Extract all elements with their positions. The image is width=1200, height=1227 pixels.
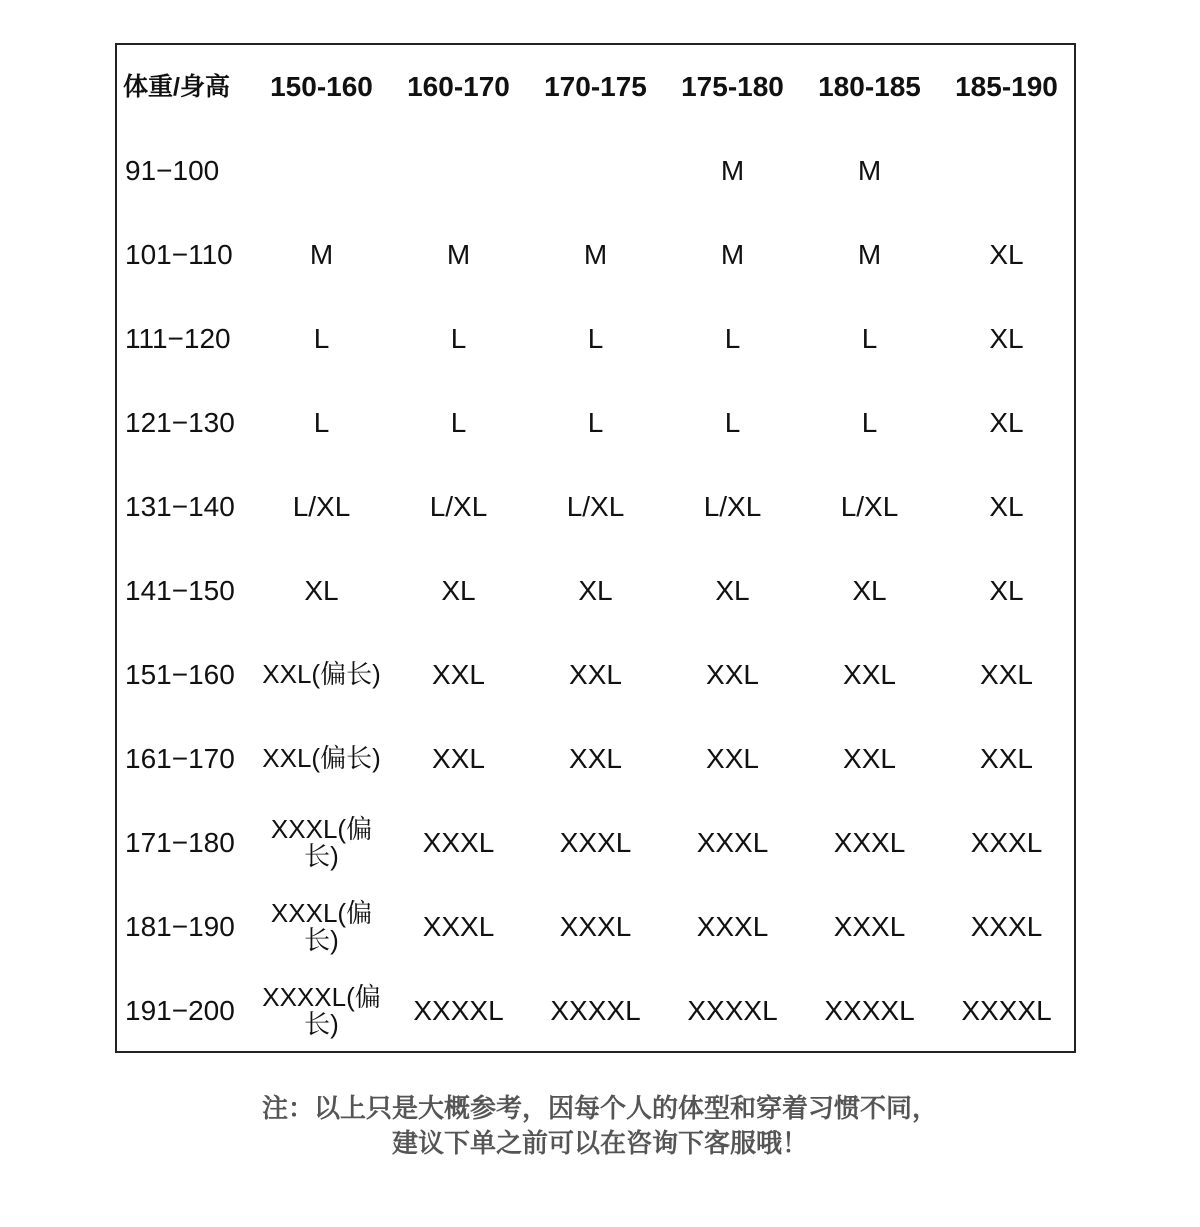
- table-row: [117, 717, 1074, 801]
- weight-range-cell: 121−130: [125, 407, 235, 438]
- weight-range-cell: 171−180: [125, 827, 235, 858]
- size-cell: M: [446, 239, 471, 270]
- header-height-col: 160-170: [407, 71, 510, 102]
- size-chart-table: [115, 43, 1076, 1053]
- size-cell: XXXXL: [687, 995, 778, 1026]
- size-cell: M: [583, 239, 608, 270]
- size-cell: L/XL: [840, 491, 899, 522]
- size-cell: L: [313, 407, 330, 438]
- size-cell: XXL: [569, 659, 622, 690]
- size-cell: XXL: [843, 743, 896, 774]
- size-cell: XL: [989, 491, 1024, 522]
- size-cell: XXXXL(偏长): [262, 981, 381, 1039]
- size-cell: XXXL(偏长): [270, 813, 373, 871]
- size-cell: L/XL: [292, 491, 351, 522]
- weight-range-cell: 131−140: [125, 491, 235, 522]
- size-cell: XXXXL: [550, 995, 641, 1026]
- size-cell: XXL: [432, 743, 485, 774]
- weight-range-cell: 111−120: [125, 323, 231, 354]
- size-cell: L: [724, 323, 741, 354]
- size-cell: XL: [989, 239, 1024, 270]
- size-cell: L: [587, 323, 604, 354]
- table-row: [117, 213, 1074, 297]
- size-cell: XXL: [569, 743, 622, 774]
- size-cell: L: [861, 407, 878, 438]
- size-cell: XXXXL: [961, 995, 1052, 1026]
- size-cell: XXXL: [559, 911, 632, 942]
- table-row: [117, 801, 1074, 885]
- size-cell: XL: [852, 575, 887, 606]
- size-cell: [527, 129, 664, 213]
- size-cell: L/XL: [703, 491, 762, 522]
- size-cell: XXXL(偏长): [270, 897, 373, 955]
- size-cell: XXL(偏长): [262, 743, 381, 774]
- header-label: 体重/身高: [123, 72, 230, 101]
- table-row: [117, 633, 1074, 717]
- size-cell: L: [587, 407, 604, 438]
- note-line-1: 注：以上只是大概参考，因每个人的体型和穿着习惯不同，: [261, 1094, 938, 1124]
- size-cell: XXL: [843, 659, 896, 690]
- weight-range-cell: 161−170: [125, 743, 235, 774]
- size-cell: M: [720, 239, 745, 270]
- weight-range-cell: 141−150: [125, 575, 235, 606]
- table-row: [117, 381, 1074, 465]
- size-cell: XXXL: [970, 827, 1043, 858]
- size-cell: XXL: [706, 743, 759, 774]
- size-cell: XXXXL: [824, 995, 915, 1026]
- size-cell: XXL(偏长): [262, 659, 381, 690]
- size-cell: L: [450, 407, 467, 438]
- header-height-col: 150-160: [270, 71, 373, 102]
- size-cell: XXL: [432, 659, 485, 690]
- size-cell: L: [724, 407, 741, 438]
- size-cell: L: [450, 323, 467, 354]
- size-cell: XXXL: [833, 911, 906, 942]
- note-line-2: 建议下单之前可以在咨询下客服哦！: [391, 1129, 808, 1159]
- size-cell: L/XL: [429, 491, 488, 522]
- table-row: [117, 549, 1074, 633]
- size-cell: [253, 129, 390, 213]
- weight-range-cell: 151−160: [125, 659, 235, 690]
- header-height-col: 185-190: [955, 71, 1058, 102]
- size-cell: XL: [989, 575, 1024, 606]
- size-cell: [938, 129, 1075, 213]
- table-row: [117, 465, 1074, 549]
- size-cell: XXXXL: [413, 995, 504, 1026]
- table-row: [117, 129, 1074, 213]
- size-cell: XL: [304, 575, 339, 606]
- weight-range-cell: 101−110: [125, 239, 233, 270]
- size-cell: XL: [989, 407, 1024, 438]
- size-cell: XL: [715, 575, 750, 606]
- size-cell: XXL: [980, 659, 1033, 690]
- weight-range-cell: 191−200: [125, 995, 235, 1026]
- size-cell: L: [861, 323, 878, 354]
- size-cell: L: [313, 323, 330, 354]
- table-row: [117, 297, 1074, 381]
- size-cell: XL: [441, 575, 476, 606]
- header-height-col: 175-180: [681, 71, 784, 102]
- size-cell: M: [720, 155, 745, 186]
- size-cell: XXXL: [696, 911, 769, 942]
- weight-range-cell: 91−100: [125, 155, 220, 186]
- size-cell: XXXL: [696, 827, 769, 858]
- size-cell: [390, 129, 527, 213]
- size-cell: XXL: [980, 743, 1033, 774]
- size-cell: XL: [578, 575, 613, 606]
- size-cell: XXXL: [422, 827, 495, 858]
- table-header-row: [117, 45, 1074, 129]
- size-cell: XXXL: [833, 827, 906, 858]
- table-row: [117, 969, 1074, 1053]
- size-cell: M: [857, 155, 882, 186]
- size-cell: XXXL: [422, 911, 495, 942]
- table-row: [117, 885, 1074, 969]
- size-cell: M: [309, 239, 334, 270]
- size-cell: XXXL: [970, 911, 1043, 942]
- size-cell: XXL: [706, 659, 759, 690]
- size-cell: XXXL: [559, 827, 632, 858]
- header-height-col: 170-175: [544, 71, 647, 102]
- size-cell: M: [857, 239, 882, 270]
- header-height-col: 180-185: [818, 71, 921, 102]
- size-cell: L/XL: [566, 491, 625, 522]
- size-cell: XL: [989, 323, 1024, 354]
- weight-range-cell: 181−190: [125, 911, 235, 942]
